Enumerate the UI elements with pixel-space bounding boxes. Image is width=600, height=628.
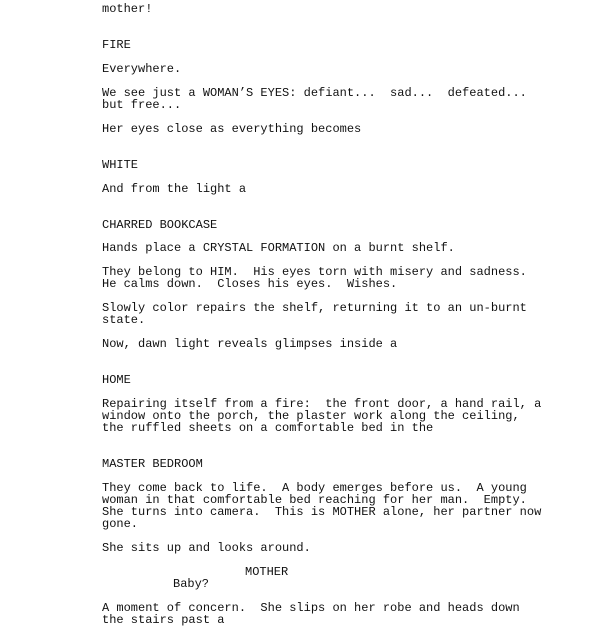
scene-heading: MASTER BEDROOM — [102, 457, 203, 471]
action-line: She sits up and looks around. — [102, 541, 311, 555]
action-line: Hands place a CRYSTAL FORMATION on a burnt shelf. — [102, 241, 455, 255]
action-line: the stairs past a — [102, 613, 225, 627]
dialogue-line: Baby? — [173, 577, 210, 591]
scene-heading: CHARRED BOOKCASE — [102, 218, 218, 232]
action-line: She turns into camera. This is MOTHER alone, her partner now — [102, 505, 542, 519]
action-line: They come back to life. A body emerges before us. A young — [102, 481, 527, 495]
action-line: Her eyes close as everything becomes — [102, 122, 362, 136]
action-line: state. — [102, 313, 146, 327]
action-line: the ruffled sheets on a comfortable bed in the — [102, 421, 434, 435]
action-line: And from the light a — [102, 182, 247, 196]
action-line: mother! — [102, 2, 153, 16]
action-line: Now, dawn light reveals glimpses inside a — [102, 337, 398, 351]
action-line: Repairing itself from a fire: the front door, a hand rail, a — [102, 397, 542, 411]
action-line: Everywhere. — [102, 62, 182, 76]
scene-heading: HOME — [102, 373, 131, 387]
scene-heading: FIRE — [102, 38, 131, 52]
action-line: We see just a WOMAN’S EYES: defiant... sad... defeated... — [102, 86, 527, 100]
action-line: Slowly color repairs the shelf, returning it to an un-burnt — [102, 301, 527, 315]
action-line: He calms down. Closes his eyes. Wishes. — [102, 277, 398, 291]
action-line: gone. — [102, 517, 139, 531]
action-line: woman in that comfortable bed reaching for her man. Empty. — [102, 493, 527, 507]
action-line: window onto the porch, the plaster work along the ceiling, — [102, 409, 520, 423]
action-line: but free... — [102, 98, 182, 112]
action-line: They belong to HIM. His eyes torn with misery and sadness. — [102, 265, 527, 279]
character-name: MOTHER — [245, 565, 289, 579]
action-line: A moment of concern. She slips on her robe and heads down — [102, 601, 520, 615]
scene-heading: WHITE — [102, 158, 139, 172]
